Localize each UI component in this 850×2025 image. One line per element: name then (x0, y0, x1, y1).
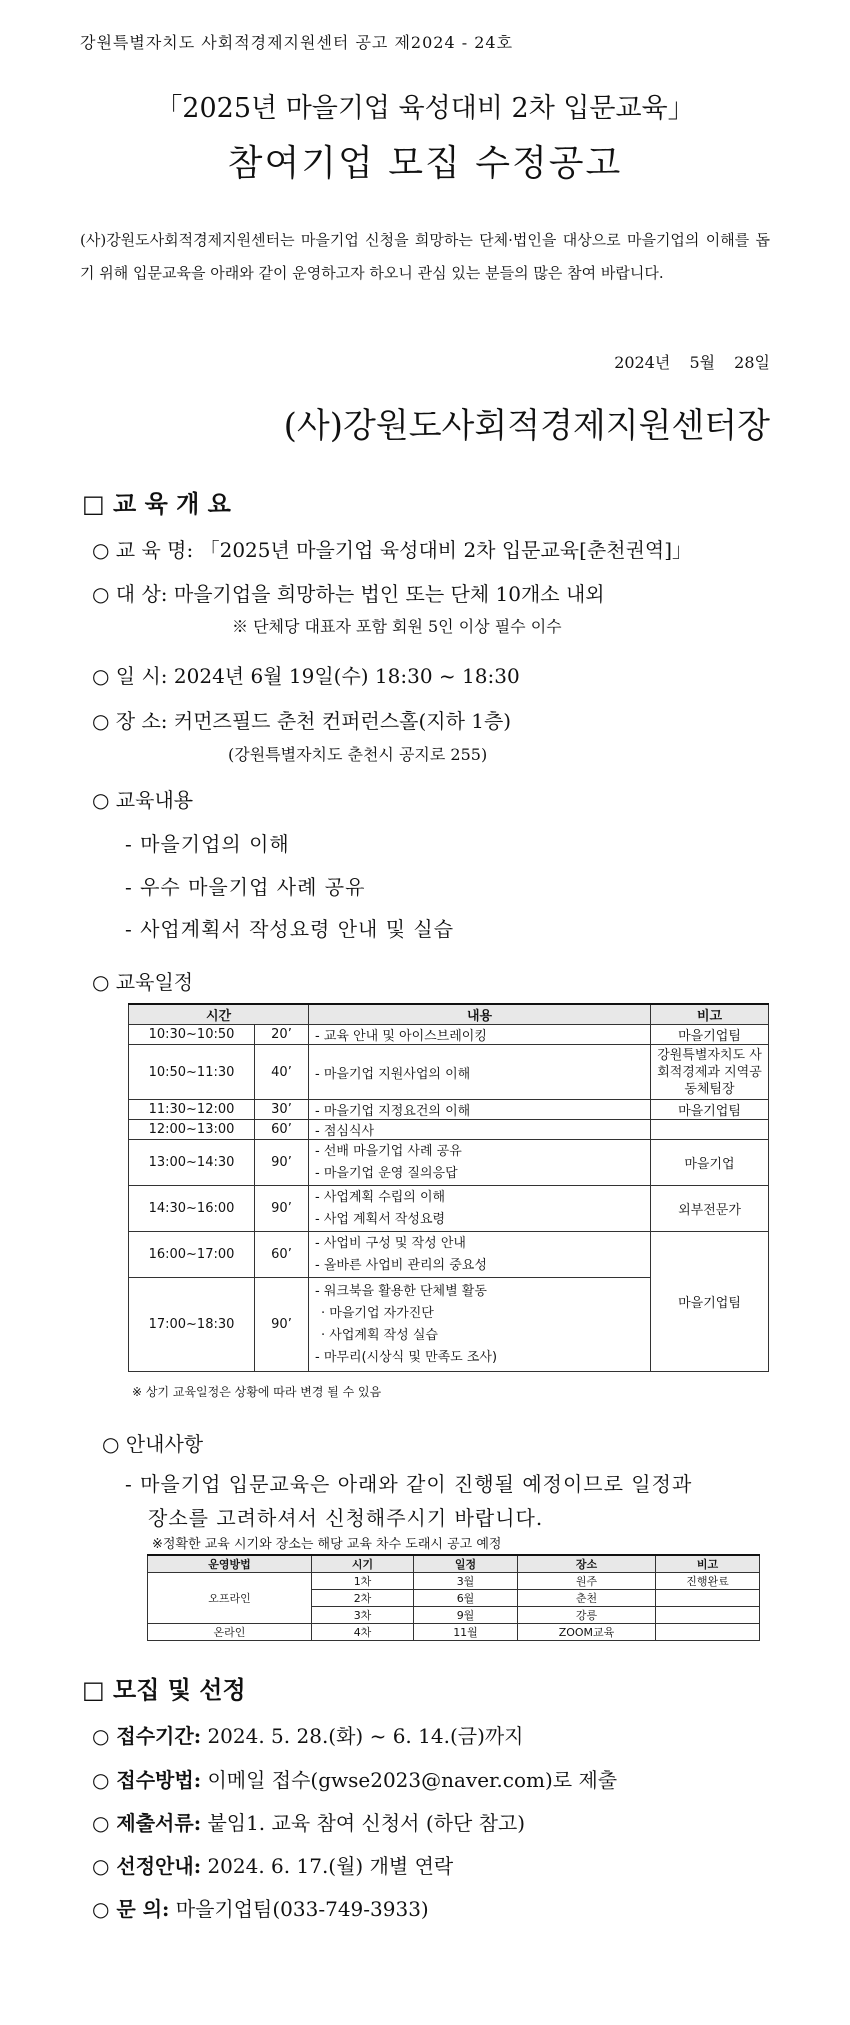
item-value: 2024. 6. 17.(월) 개별 연락 (207, 1854, 454, 1878)
header-content: 내용 (309, 1004, 651, 1025)
content-line: - 올바른 사업비 관리의 중요성 (315, 1257, 487, 1273)
round-cell: 2차 (312, 1590, 414, 1607)
item-label: ○ 접수기간: (92, 1724, 202, 1748)
month-cell: 11월 (414, 1624, 518, 1641)
content-line: · 마을기업 자가진단 (321, 1305, 434, 1321)
content-cell (309, 1278, 651, 1372)
item-value: 마을기업팀(033-749-3933) (175, 1897, 429, 1921)
table-row (129, 1186, 769, 1232)
item-label: ○ 문 의: (92, 1897, 170, 1921)
time-cell: 10:50~11:30 (129, 1045, 255, 1100)
table-row (129, 1025, 769, 1045)
month-cell: 3월 (414, 1573, 518, 1590)
overview-item-venue (92, 705, 511, 734)
content-cell: - 교육 안내 및 아이스브레이킹 (309, 1025, 651, 1045)
notice-date: 2024년 5월 28일 (614, 353, 770, 372)
note-cell: 마을기업팀 (651, 1100, 769, 1120)
month-cell: 9월 (414, 1607, 518, 1624)
note-cell: 강원특별자치도 사회적경제과 지역공동체팀장 (651, 1045, 769, 1100)
note-cell (656, 1624, 760, 1641)
item-value: 이메일 접수(gwse2023@naver.com)로 제출 (207, 1768, 618, 1792)
note-cell: 마을기업팀 (651, 1025, 769, 1045)
item-label: ○ 장 소: (92, 709, 168, 733)
content-line: - 선배 마을기업 사례 공유 (315, 1143, 462, 1159)
place-cell: ZOOM교육 (518, 1624, 656, 1641)
duration-cell: 30’ (255, 1100, 309, 1120)
schedule-table (128, 1003, 769, 1372)
content-item: - 마을기업의 이해 (125, 832, 290, 856)
overview-item-target (92, 578, 605, 607)
recruit-item-period (92, 1720, 524, 1749)
round-cell: 3차 (312, 1607, 414, 1624)
document-subtitle: 참여기업 모집 수정공고 (227, 143, 623, 184)
round-cell: 1차 (312, 1573, 414, 1590)
guide-heading: ○ 안내사항 (102, 1432, 204, 1456)
time-cell: 17:00~18:30 (129, 1278, 255, 1372)
venue-address: (강원특별자치도 춘천시 공지로 255) (228, 745, 488, 764)
item-value: 붙임1. 교육 참여 신청서 (하단 참고) (207, 1811, 526, 1835)
overview-item-name (92, 534, 692, 563)
note-cell (656, 1590, 760, 1607)
guide-text-line1: - 마을기업 입문교육은 아래와 같이 진행될 예정이므로 일정과 (125, 1472, 693, 1496)
content-line: - 사업계획 수립의 이해 (315, 1189, 446, 1205)
time-cell: 16:00~17:00 (129, 1232, 255, 1278)
overview-item-datetime (92, 660, 520, 689)
item-label: ○ 대 상: (92, 582, 168, 606)
target-note: ※ 단체당 대표자 포함 회원 5인 이상 필수 이수 (232, 617, 562, 636)
place-cell: 강릉 (518, 1607, 656, 1624)
note-cell (656, 1607, 760, 1624)
content-line: - 마무리(시상식 및 만족도 조사) (315, 1349, 498, 1365)
note-cell: 진행완료 (656, 1573, 760, 1590)
content-cell (309, 1186, 651, 1232)
recruit-item-documents (92, 1807, 525, 1836)
table-row (129, 1232, 769, 1278)
item-value: 마을기업을 희망하는 법인 또는 단체 10개소 내외 (173, 582, 605, 606)
content-line: - 마을기업 운영 질의응답 (315, 1165, 458, 1181)
time-cell: 14:30~16:00 (129, 1186, 255, 1232)
content-cell (309, 1232, 651, 1278)
header-method: 운영방법 (148, 1555, 312, 1573)
header-time: 시간 (129, 1004, 309, 1025)
duration-cell: 40’ (255, 1045, 309, 1100)
guide-note: ※정확한 교육 시기와 장소는 해당 교육 차수 도래시 공고 예정 (152, 1537, 502, 1552)
guide-text-line2: 장소를 고려하셔서 신청해주시기 바랍니다. (148, 1506, 544, 1530)
content-line: - 사업비 구성 및 작성 안내 (315, 1235, 466, 1251)
table-row (129, 1120, 769, 1140)
place-cell: 원주 (518, 1573, 656, 1590)
content-line: - 워크북을 활용한 단체별 활동 (315, 1283, 487, 1299)
method-cell: 온라인 (148, 1624, 312, 1641)
table-row (148, 1573, 760, 1590)
duration-cell: 90’ (255, 1278, 309, 1372)
item-label: ○ 선정안내: (92, 1854, 202, 1878)
document-title: 「2025년 마을기업 육성대비 2차 입문교육」 (155, 93, 695, 124)
note-cell: 마을기업 (651, 1140, 769, 1186)
item-label: ○ 교 육 명: (92, 538, 194, 562)
item-value: 커먼즈필드 춘천 컨퍼런스홀(지하 1층) (173, 709, 512, 733)
time-cell: 11:30~12:00 (129, 1100, 255, 1120)
table-header-row (129, 1004, 769, 1025)
header-note: 비고 (656, 1555, 760, 1573)
content-line: · 사업계획 작성 실습 (321, 1327, 438, 1343)
table-row (148, 1624, 760, 1641)
signer: (사)강원도사회적경제지원센터장 (283, 406, 770, 446)
note-cell (651, 1120, 769, 1140)
content-cell: - 점심식사 (309, 1120, 651, 1140)
header-round: 시기 (312, 1555, 414, 1573)
table-header-row (148, 1555, 760, 1573)
content-heading: ○ 교육내용 (92, 788, 194, 812)
round-cell: 4차 (312, 1624, 414, 1641)
recruit-item-selection (92, 1850, 453, 1879)
table-row (129, 1045, 769, 1100)
item-label: ○ 일 시: (92, 664, 168, 688)
content-item: - 우수 마을기업 사례 공유 (125, 875, 366, 899)
recruit-item-contact (92, 1893, 429, 1922)
item-label: ○ 제출서류: (92, 1811, 202, 1835)
method-cell: 오프라인 (148, 1573, 312, 1624)
header-place: 장소 (518, 1555, 656, 1573)
notice-number: 강원특별자치도 사회적경제지원센터 공고 제2024 - 24호 (80, 33, 514, 52)
month-cell: 6월 (414, 1590, 518, 1607)
content-item: - 사업계획서 작성요령 안내 및 실습 (125, 917, 455, 941)
schedule-footnote: ※ 상기 교육일정은 상황에 따라 변경 될 수 있음 (132, 1385, 382, 1399)
table-row (129, 1140, 769, 1186)
item-value: 2024. 5. 28.(화) ~ 6. 14.(금)까지 (207, 1724, 524, 1748)
duration-cell: 60’ (255, 1232, 309, 1278)
content-line: - 사업 계획서 작성요령 (315, 1211, 446, 1227)
time-cell: 10:30~10:50 (129, 1025, 255, 1045)
item-label: ○ 접수방법: (92, 1768, 202, 1792)
note-cell: 마을기업팀 (651, 1232, 769, 1372)
note-cell: 외부전문가 (651, 1186, 769, 1232)
duration-cell: 90’ (255, 1140, 309, 1186)
content-cell: - 마을기업 지원사업의 이해 (309, 1045, 651, 1100)
table-row (129, 1100, 769, 1120)
duration-cell: 20’ (255, 1025, 309, 1045)
overview-heading: □ 교 육 개 요 (82, 489, 231, 518)
duration-cell: 60’ (255, 1120, 309, 1140)
header-month: 일정 (414, 1555, 518, 1573)
item-value: 2024년 6월 19일(수) 18:30 ~ 18:30 (173, 664, 520, 688)
time-cell: 12:00~13:00 (129, 1120, 255, 1140)
header-note: 비고 (651, 1004, 769, 1025)
operation-plan-table (147, 1554, 760, 1641)
schedule-heading: ○ 교육일정 (92, 970, 194, 994)
duration-cell: 90’ (255, 1186, 309, 1232)
recruit-heading: □ 모집 및 선정 (82, 1675, 246, 1704)
item-value: 「2025년 마을기업 육성대비 2차 입문교육[춘천권역]」 (199, 538, 693, 562)
content-cell (309, 1140, 651, 1186)
place-cell: 춘천 (518, 1590, 656, 1607)
content-cell: - 마을기업 지정요건의 이해 (309, 1100, 651, 1120)
intro-paragraph: (사)강원도사회적경제지원센터는 마을기업 신청을 희망하는 단체·법인을 대상으로 마을기업의 이해를 돕기 위해 입문교육을 아래와 같이 운영하고자 하오니 관심 있는 분들의 많은 참여 바랍니다. (80, 231, 770, 282)
time-cell: 13:00~14:30 (129, 1140, 255, 1186)
recruit-item-method (92, 1764, 617, 1793)
